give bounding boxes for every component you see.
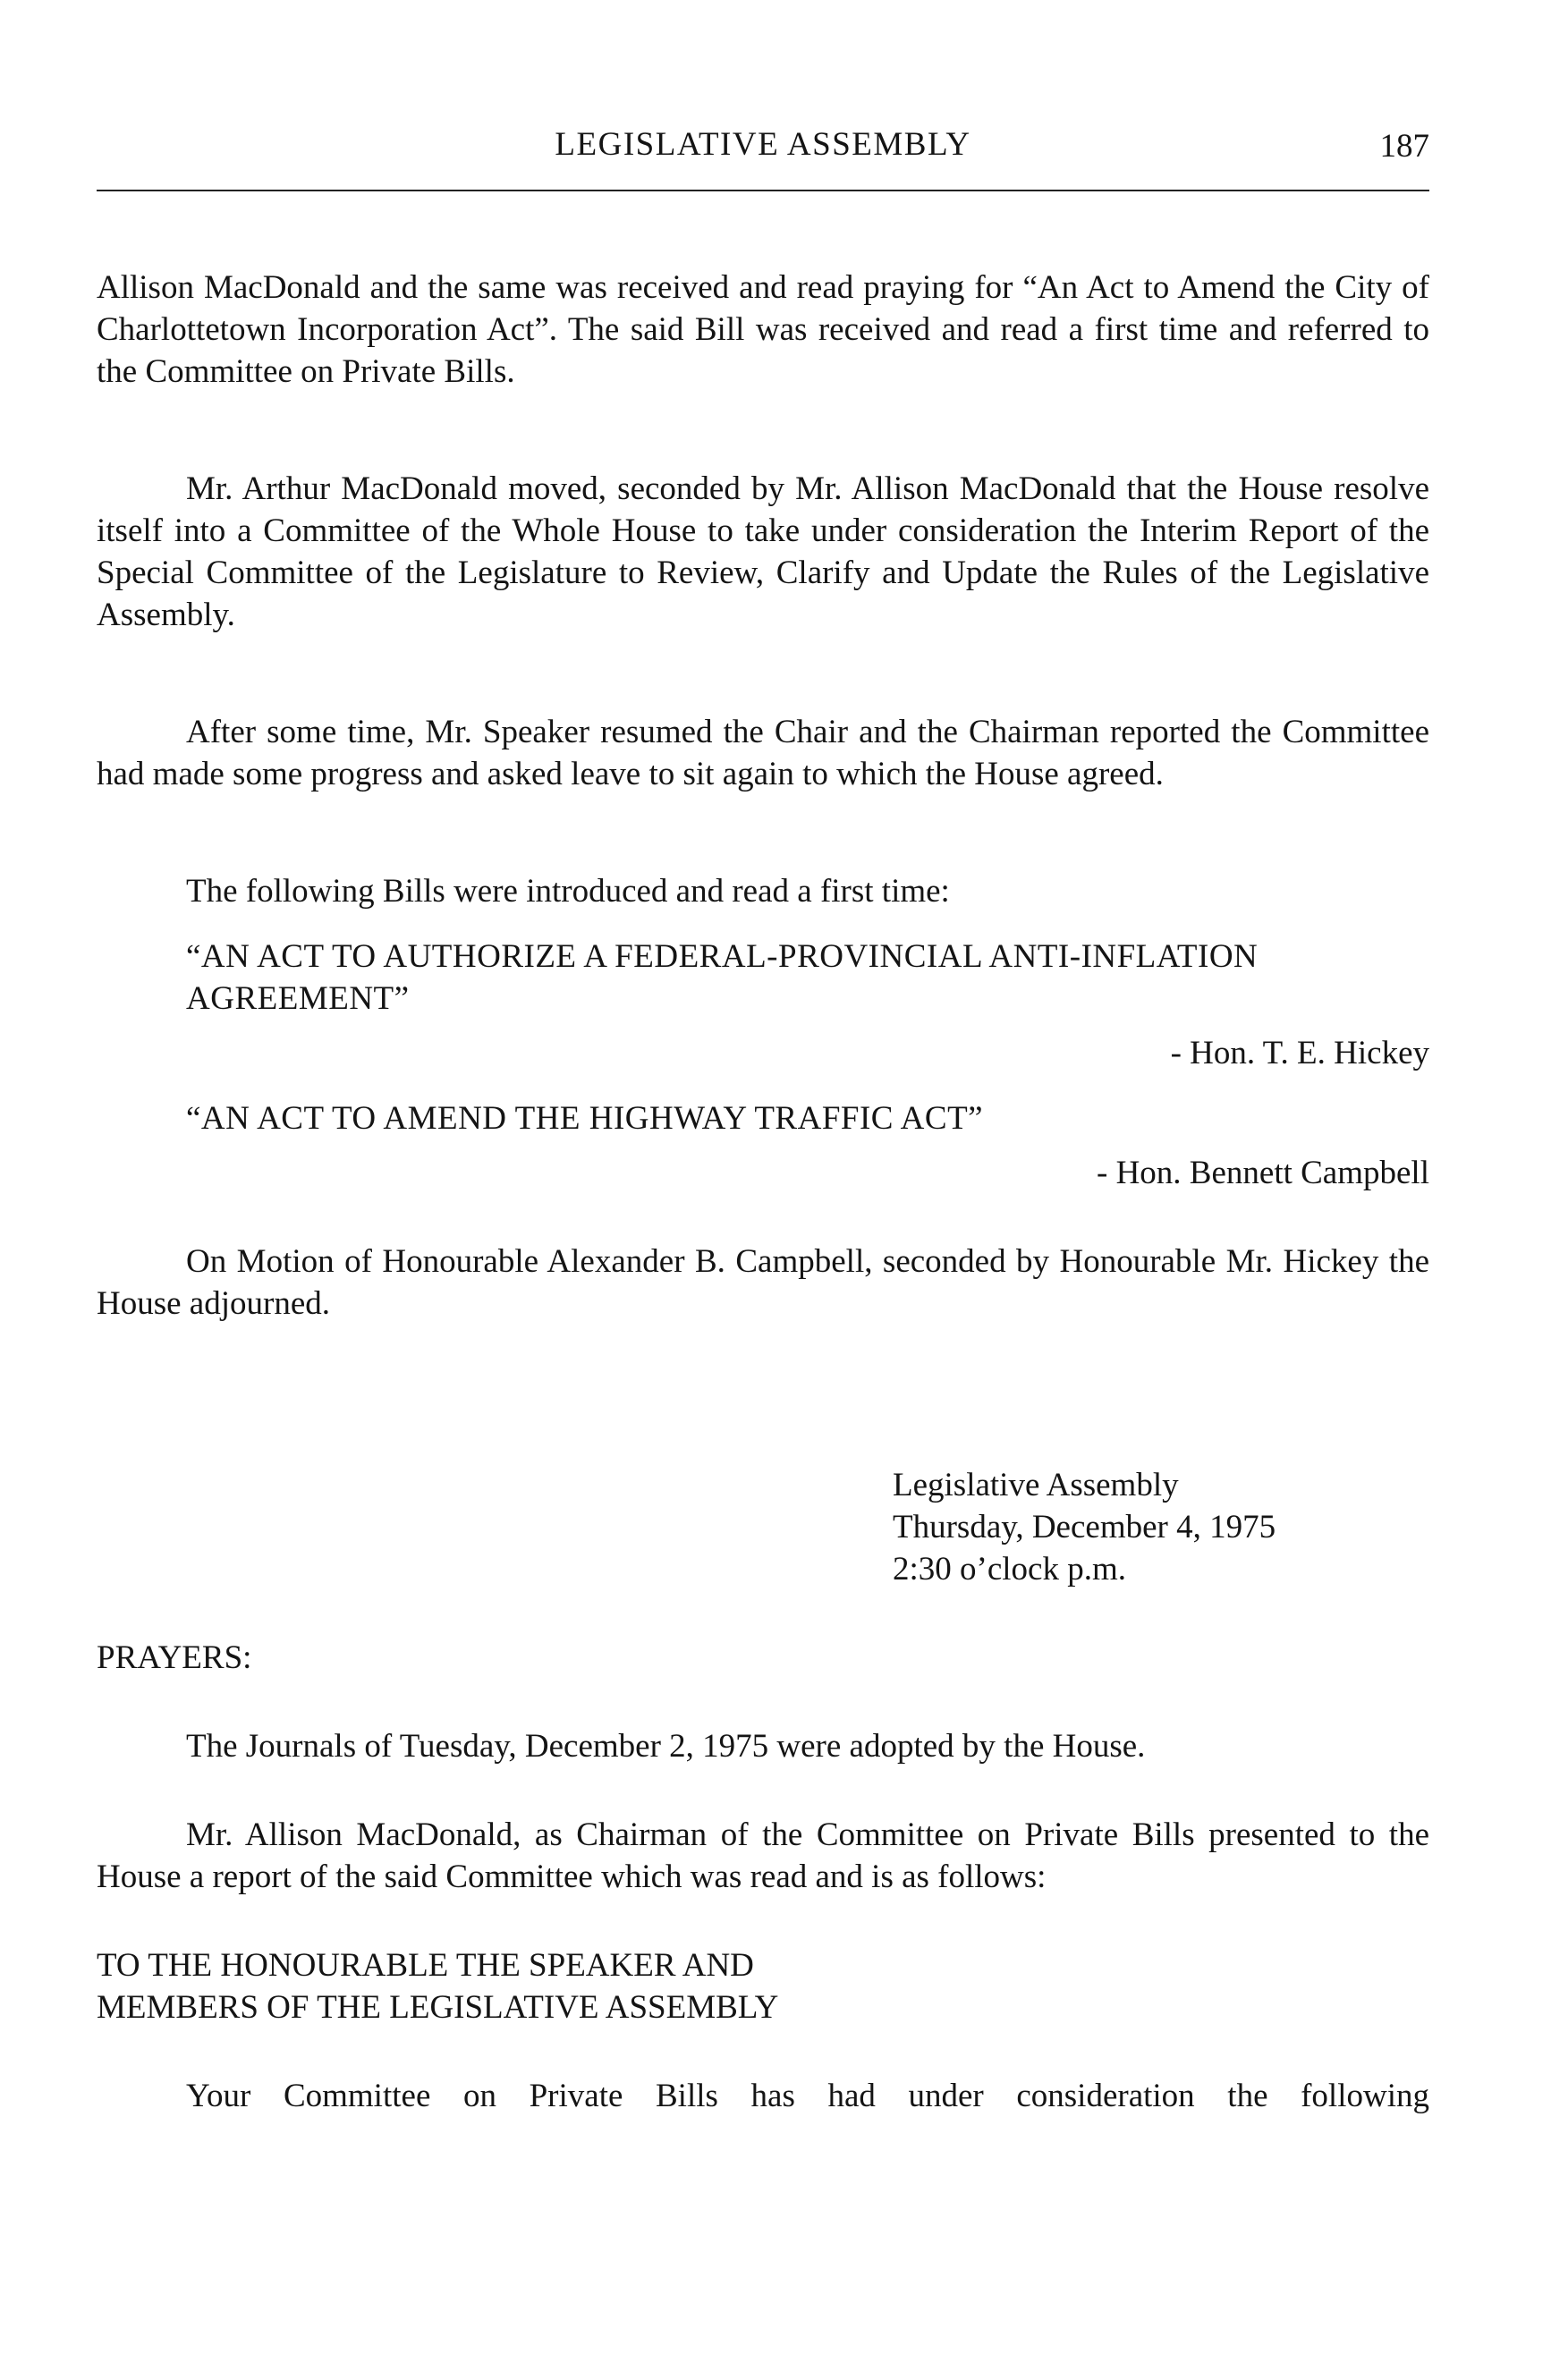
paragraph-bills-introduced: The following Bills were introduced and read a first time: [186,873,950,910]
dateline-time: 2:30 o’clock p.m. [893,1551,1127,1588]
paragraph-speaker-resumed: After some time, Mr. Speaker resumed the Chair and the Chairman reported the Committee had made some progress and asked leave to sit again to which the House agreed. [97,714,1429,792]
paragraph-report-intro: Mr. Allison MacDonald, as Chairman of the Committee on Private Bills presented to the House a report of the said Committee which was read and is as follows: [97,1816,1429,1895]
bill-sponsor: - Hon. Bennett Campbell [1097,1155,1429,1191]
bill-title: “AN ACT TO AMEND THE HIGHWAY TRAFFIC ACT” [186,1100,984,1137]
running-header [97,125,1429,179]
bill-entry [97,1097,1429,1194]
document-body [97,267,1429,2117]
sitting-dateline [893,1464,1429,1590]
paragraph-journals-adopted: The Journals of Tuesday, December 2, 1975 were adopted by the House. [186,1728,1146,1765]
dateline-date: Thursday, December 4, 1975 [893,1509,1276,1545]
dateline-place: Legislative Assembly [893,1467,1179,1503]
bill-sponsor: - Hon. T. E. Hickey [1170,1035,1429,1071]
address-line: TO THE HONOURABLE THE SPEAKER AND [97,1947,754,1984]
paragraph-committee-motion: Mr. Arthur MacDonald moved, seconded by Mr. Allison MacDonald that the House resolve itself into a Committee of the Whole House to take under consideration the Interim Report of the Special Committee of the Legislature to Review, Clarify and Update the Rules of the Legislative Assembly. [97,470,1429,633]
paragraph-bill-referral: Allison MacDonald and the same was received and read praying for “An Act to Amend the City of Charlottetown Incorporation Act”. The said Bill was received and read a first time and referred to the Committee on Private Bills. [97,269,1429,390]
page-number: 187 [1379,128,1429,165]
prayers-heading: PRAYERS: [97,1639,252,1676]
address-line: MEMBERS OF THE LEGISLATIVE ASSEMBLY [97,1989,779,2026]
paragraph-adjournment: On Motion of Honourable Alexander B. Campbell, seconded by Honourable Mr. Hickey the House adjourned. [97,1243,1429,1322]
paragraph-report-body: Your Committee on Private Bills has had under consideration the following [186,2078,1429,2114]
header-title: LEGISLATIVE ASSEMBLY [555,126,971,163]
bill-entry [97,936,1429,1074]
bill-title: “AN ACT TO AUTHORIZE A FEDERAL-PROVINCIAL ANTI-INFLATION AGREEMENT” [186,938,1259,1017]
header-rule [97,190,1429,191]
report-address [97,1944,1429,2028]
